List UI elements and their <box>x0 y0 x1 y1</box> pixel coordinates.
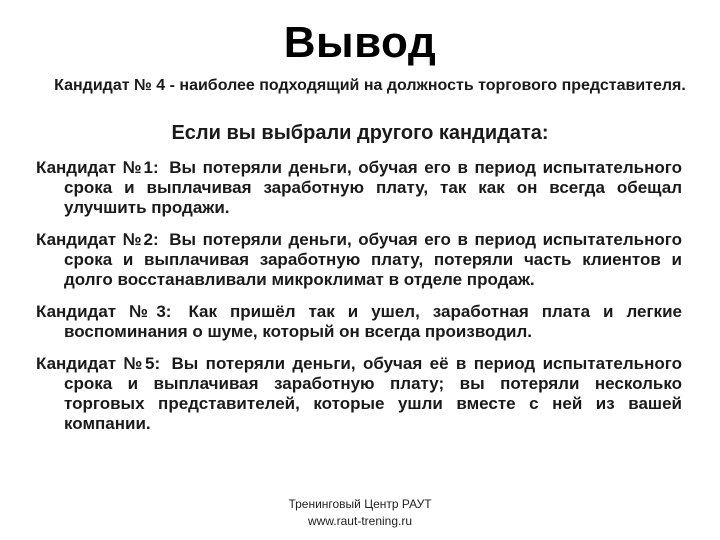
conclusion-text: Кандидат № 4 - наиболее подходящий на должность торгового представителя. <box>54 77 686 94</box>
candidate-item-3 <box>36 302 682 342</box>
slide-title: Вывод <box>283 18 437 67</box>
candidate-text: Как пришёл так и ушел, заработная плата и легкие воспоминания о шуме, который он всегда производил. <box>64 302 682 341</box>
candidate-label: Кандидат №5: <box>36 354 161 373</box>
candidate-text: Вы потеряли деньги, обучая его в период испытательного срока и выплачивая заработную плату, так как он всегда обещал улучшить продажи. <box>64 158 682 217</box>
candidate-item-1 <box>36 158 682 218</box>
candidate-label: Кандидат №3: <box>36 302 172 321</box>
footer <box>0 496 720 530</box>
candidate-item-2 <box>36 230 682 290</box>
candidate-label: Кандидат №1: <box>36 158 159 177</box>
footer-url: www.raut-trening.ru <box>307 514 413 528</box>
candidate-text: Вы потеряли деньги, обучая его в период испытательного срока и выплачивая заработную плату, потеряли часть клиентов и долго восстанавливали микроклимат в отделе продаж. <box>64 230 682 289</box>
candidate-text: Вы потеряли деньги, обучая её в период испытательного срока и выплачивая заработную плату; вы потеряли несколько торговых представителей, которые ушли вместе с ней из вашей компании. <box>64 354 682 433</box>
candidate-item-5 <box>36 354 682 434</box>
candidate-list <box>36 158 682 446</box>
footer-org: Тренинговый Центр РАУТ <box>288 497 432 511</box>
subheading: Если вы выбрали другого кандидата: <box>171 122 549 144</box>
candidate-label: Кандидат №2: <box>36 230 159 249</box>
